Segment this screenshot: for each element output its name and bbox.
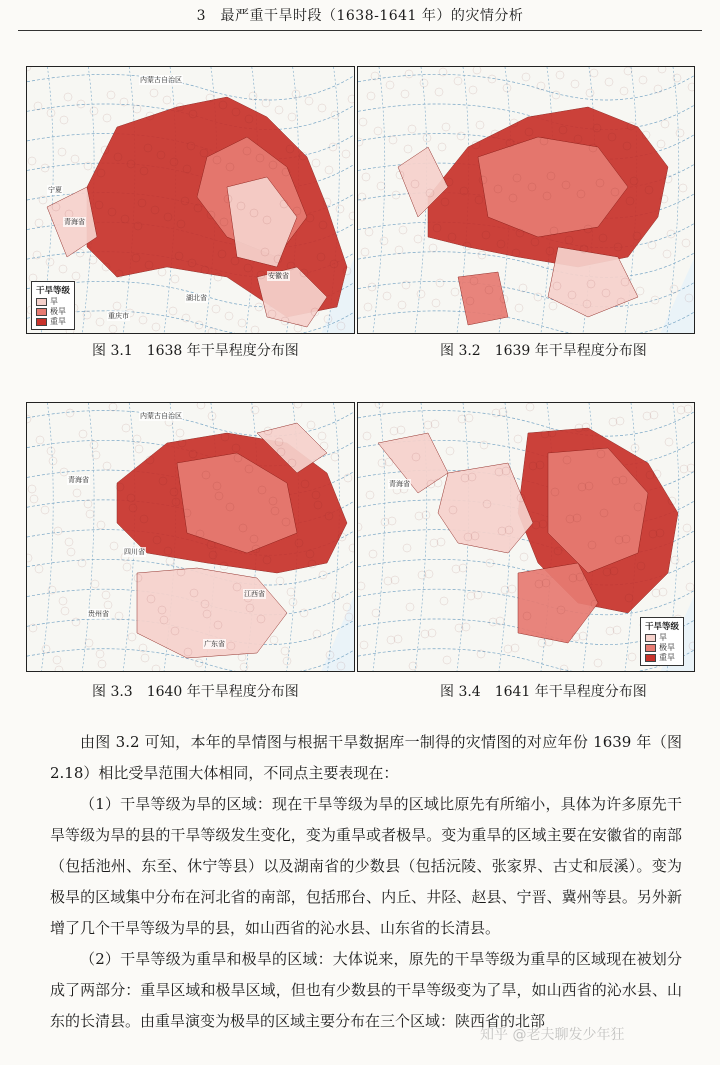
region-label: 贵州省 [88,610,109,618]
county-boundary [685,294,693,302]
paragraph-2: （2）干旱等级为重旱和极旱的区域：大体说来，原先的干旱等级为重旱的区域现在被划分成了两部分：重旱区域和极旱区域，但也有少数县的干旱等级变为了旱，如山西省的沁水县、山东的长清县。由重旱演变为极旱的区域主要分布在三个区域：陕西省的北部 [50,950,682,1030]
region-label: 安徽省 [268,272,289,280]
legend-label: 极旱 [659,643,675,652]
legend-label: 重旱 [659,653,675,662]
header-rule [18,30,702,31]
paragraph-intro: 由图 3.2 可知，本年的旱情图与根据干旱数据库一制得的灾情图的对应年份 1639 年（图 2.18）相比受旱范围大体相同，不同点主要表现在： [50,733,682,782]
region-label: 青海省 [68,476,89,484]
caption-fig-3-3: 图 3.3 1640 年干旱程度分布图 [92,684,299,700]
map-1641 [357,402,695,672]
legend-label: 旱 [659,633,667,642]
watermark: 知乎 @老夫聊发少年狂 [480,1027,625,1043]
legend-entry [36,297,70,307]
map-legend [640,617,684,666]
region-label: 湖北省 [186,294,207,302]
map-1640 [26,402,355,672]
county-boundary [337,322,345,330]
region-label: 宁夏 [48,186,62,194]
legend-entry [645,643,679,653]
legend-label: 旱 [50,297,58,306]
map-legend [31,281,75,330]
region-label: 江西省 [244,590,265,598]
legend-entry [36,307,70,317]
map-canvas [358,67,694,333]
county-boundary [689,642,694,650]
region-label: 广东省 [204,640,225,648]
legend-title: 干旱等级 [645,622,680,632]
caption-fig-3-1: 图 3.1 1638 年干旱程度分布图 [92,343,299,359]
map-1639 [357,66,695,334]
region-label: 内蒙古自治区 [140,412,182,420]
legend-swatch [36,298,47,306]
caption-fig-3-2: 图 3.2 1639 年干旱程度分布图 [440,343,647,359]
legend-entry [645,653,679,663]
body-text [50,727,682,1037]
region-label: 四川省 [124,548,145,556]
region-label: 重庆市 [108,312,129,320]
legend-title: 干旱等级 [36,286,71,296]
legend-entry [36,317,70,327]
region-label: 内蒙古自治区 [140,76,182,84]
county-boundary [337,662,345,670]
county-boundary [345,613,353,621]
legend-swatch [645,644,656,652]
legend-swatch [36,318,47,326]
legend-entry [645,633,679,643]
legend-swatch [645,634,656,642]
caption-fig-3-4: 图 3.4 1641 年干旱程度分布图 [440,684,647,700]
region-label: 青海省 [389,480,410,488]
map-canvas [27,403,354,671]
legend-label: 重旱 [50,317,66,326]
legend-label: 极旱 [50,307,66,316]
paragraph-1: （1）干旱等级为旱的区域：现在干旱等级为旱的区域比原先有所缩小，具体为许多原先干旱等级为旱的县的干旱等级发生变化，变为重旱或者极旱。变为重旱的区域主要在安徽省的南部（包括池州、东至、休宁等县）以及湖南省的少数县（包括沅陵、张家界、古丈和辰溪）。变为极旱的区域集中分布在河北省的南部，包括邢台、内丘、井陉、赵县、宁晋、冀州等县。另外新增了几个干旱等级为旱的县，如山西省的沁水县、山东省的长清县。 [50,795,682,937]
legend-swatch [36,308,47,316]
page-header: 3 最严重干旱时段（1638-1641 年）的灾情分析 [196,8,524,24]
region-label: 青海省 [64,218,85,226]
map-1638 [26,66,355,334]
legend-swatch [645,654,656,662]
